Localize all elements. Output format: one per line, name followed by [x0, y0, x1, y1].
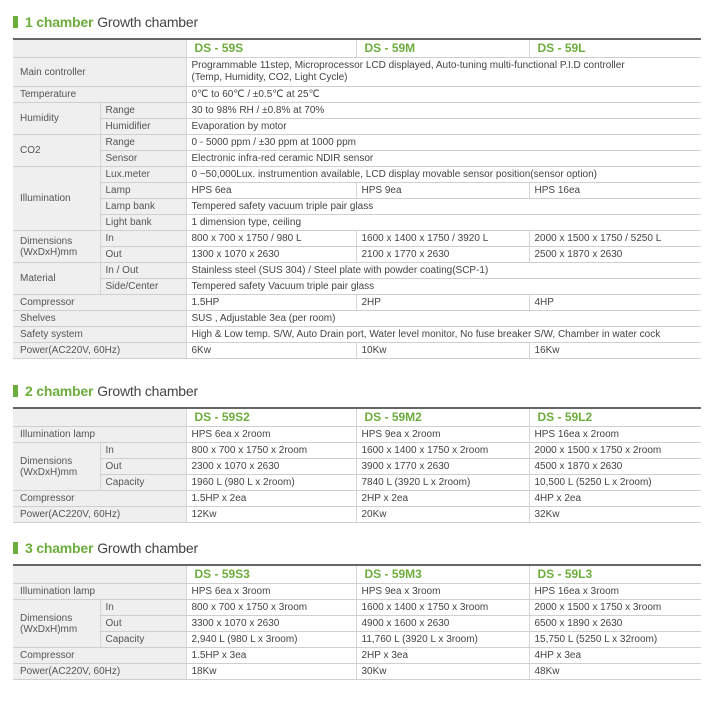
cell-value: 2000 x 1500 x 1750 x 2room — [529, 443, 701, 459]
row-label: Humidity — [13, 103, 100, 135]
model-name: DS - 59L3 — [529, 565, 701, 584]
label-line: (WxDxH)mm — [20, 246, 78, 258]
cell-value: 10Kw — [356, 343, 529, 359]
row-value: 1 dimension type, ceiling — [186, 215, 701, 231]
row-label: Illumination lamp — [13, 584, 186, 600]
model-name: DS - 59M3 — [356, 565, 529, 584]
table-row — [13, 507, 701, 523]
row-value: Tempered safety vacuum triple pair glass — [186, 199, 701, 215]
table-row — [13, 151, 701, 167]
cell-value: 32Kw — [529, 507, 701, 523]
table-row — [13, 327, 701, 343]
table-row — [13, 231, 701, 247]
cell-value: 800 x 700 x 1750 / 980 L — [186, 231, 356, 247]
cell-value: 4900 x 1600 x 2630 — [356, 616, 529, 632]
table-header-row — [13, 565, 701, 584]
cell-value: 1960 L (980 L x 2room) — [186, 475, 356, 491]
cell-value: 1600 x 1400 x 1750 x 2room — [356, 443, 529, 459]
cell-value: HPS 16ea — [529, 183, 701, 199]
table-row — [13, 295, 701, 311]
row-label: Safety system — [13, 327, 186, 343]
row-value — [186, 58, 701, 87]
section-3-chamber — [13, 538, 701, 680]
row-label: Temperature — [13, 87, 186, 103]
sub-label: Range — [100, 103, 186, 119]
sub-label: Range — [100, 135, 186, 151]
cell-value: 2000 x 1500 x 1750 / 5250 L — [529, 231, 701, 247]
sub-label: Lux.meter — [100, 167, 186, 183]
section-title-accent: 1 chamber — [25, 14, 94, 30]
row-value: High & Low temp. S/W, Auto Drain port, Water level monitor, No fuse breaker S/W, Chamber in water cock — [186, 327, 701, 343]
cell-value: 3300 x 1070 x 2630 — [186, 616, 356, 632]
model-name: DS - 59S2 — [186, 408, 356, 427]
cell-value: 18Kw — [186, 664, 356, 680]
cell-value: 4HP x 3ea — [529, 648, 701, 664]
cell-value: 30Kw — [356, 664, 529, 680]
table-row — [13, 279, 701, 295]
cell-value: 1600 x 1400 x 1750 / 3920 L — [356, 231, 529, 247]
cell-value: 1.5HP — [186, 295, 356, 311]
row-value: 0 - 5000 ppm / ±30 ppm at 1000 ppm — [186, 135, 701, 151]
row-value: 0℃ to 60℃ / ±0.5℃ at 25℃ — [186, 87, 701, 103]
cell-value: 2300 x 1070 x 2630 — [186, 459, 356, 475]
model-name: DS - 59M — [356, 39, 529, 58]
cell-value: 7840 L (3920 L x 2room) — [356, 475, 529, 491]
cell-value: 2HP x 2ea — [356, 491, 529, 507]
cell-value: 48Kw — [529, 664, 701, 680]
model-name: DS - 59S — [186, 39, 356, 58]
spec-table-1 — [13, 38, 701, 359]
table-row — [13, 648, 701, 664]
sub-label: Out — [100, 616, 186, 632]
cell-value: 11,760 L (3920 L x 3room) — [356, 632, 529, 648]
cell-value: HPS 9ea — [356, 183, 529, 199]
cell-value: 2HP x 3ea — [356, 648, 529, 664]
cell-value: 1300 x 1070 x 2630 — [186, 247, 356, 263]
row-label: Illumination lamp — [13, 427, 186, 443]
sub-label: Lamp bank — [100, 199, 186, 215]
cell-value: HPS 6ea — [186, 183, 356, 199]
row-label: Power(AC220V, 60Hz) — [13, 343, 186, 359]
row-label: Compressor — [13, 648, 186, 664]
table-row — [13, 584, 701, 600]
row-value: Tempered safety Vacuum triple pair glass — [186, 279, 701, 295]
cell-value: 1.5HP x 2ea — [186, 491, 356, 507]
cell-value: 15,750 L (5250 L x 32room) — [529, 632, 701, 648]
sub-label: In — [100, 600, 186, 616]
cell-value: 6500 x 1890 x 2630 — [529, 616, 701, 632]
cell-value: 2100 x 1770 x 2630 — [356, 247, 529, 263]
table-row — [13, 491, 701, 507]
row-label: Power(AC220V, 60Hz) — [13, 507, 186, 523]
row-label: Illumination — [13, 167, 100, 231]
header-blank — [13, 408, 186, 427]
sub-label: Out — [100, 247, 186, 263]
spec-table-3 — [13, 564, 701, 680]
section-title — [13, 12, 701, 32]
sub-label: Side/Center — [100, 279, 186, 295]
cell-value: HPS 6ea x 3room — [186, 584, 356, 600]
section-marker-icon — [13, 385, 18, 397]
cell-value: 12Kw — [186, 507, 356, 523]
spec-table-2 — [13, 407, 701, 523]
row-value: Evaporation by motor — [186, 119, 701, 135]
model-name: DS - 59S3 — [186, 565, 356, 584]
header-blank — [13, 565, 186, 584]
row-value: 30 to 98% RH / ±0.8% at 70% — [186, 103, 701, 119]
cell-value: HPS 16ea x 2room — [529, 427, 701, 443]
section-2-chamber — [13, 381, 701, 523]
table-row — [13, 459, 701, 475]
header-blank — [13, 39, 186, 58]
value-line: (Temp, Humidity, CO2, Light Cycle) — [191, 72, 348, 83]
table-row — [13, 215, 701, 231]
sub-label: In / Out — [100, 263, 186, 279]
table-header-row — [13, 408, 701, 427]
model-name: DS - 59L — [529, 39, 701, 58]
sub-label: Capacity — [100, 475, 186, 491]
table-row — [13, 343, 701, 359]
section-1-chamber — [13, 12, 701, 359]
table-row — [13, 87, 701, 103]
cell-value: 4HP x 2ea — [529, 491, 701, 507]
cell-value: 16Kw — [529, 343, 701, 359]
row-label — [13, 600, 100, 648]
cell-value: 4500 x 1870 x 2630 — [529, 459, 701, 475]
row-value: Electronic infra-red ceramic NDIR sensor — [186, 151, 701, 167]
row-label — [13, 443, 100, 491]
table-row — [13, 103, 701, 119]
table-header-row — [13, 39, 701, 58]
sub-label: Lamp — [100, 183, 186, 199]
table-row — [13, 427, 701, 443]
cell-value: 10,500 L (5250 L x 2room) — [529, 475, 701, 491]
table-row — [13, 443, 701, 459]
cell-value: 1.5HP x 3ea — [186, 648, 356, 664]
table-row — [13, 311, 701, 327]
section-title — [13, 381, 701, 401]
cell-value: 2HP — [356, 295, 529, 311]
label-line: Dimensions — [20, 612, 73, 624]
cell-value: 20Kw — [356, 507, 529, 523]
row-label: Compressor — [13, 295, 186, 311]
row-label: Main controller — [13, 58, 186, 87]
row-label — [13, 231, 100, 263]
table-row — [13, 664, 701, 680]
table-row — [13, 199, 701, 215]
label-line: Dimensions — [20, 235, 73, 247]
label-line: (WxDxH)mm — [20, 623, 78, 635]
cell-value: 4HP — [529, 295, 701, 311]
row-label: Material — [13, 263, 100, 295]
cell-value: 6Kw — [186, 343, 356, 359]
table-row — [13, 600, 701, 616]
table-row — [13, 135, 701, 151]
label-line: (WxDxH)mm — [20, 466, 78, 478]
table-row — [13, 263, 701, 279]
sub-label: Out — [100, 459, 186, 475]
section-title-accent: 2 chamber — [25, 383, 94, 399]
sub-label: Light bank — [100, 215, 186, 231]
cell-value: 1600 x 1400 x 1750 x 3room — [356, 600, 529, 616]
cell-value: HPS 9ea x 3room — [356, 584, 529, 600]
cell-value: 2500 x 1870 x 2630 — [529, 247, 701, 263]
row-value: SUS , Adjustable 3ea (per room) — [186, 311, 701, 327]
table-row — [13, 58, 701, 87]
sub-label: Sensor — [100, 151, 186, 167]
section-title — [13, 538, 701, 558]
sub-label: In — [100, 231, 186, 247]
cell-value: 2,940 L (980 L x 3room) — [186, 632, 356, 648]
table-row — [13, 167, 701, 183]
cell-value: 3900 x 1770 x 2630 — [356, 459, 529, 475]
model-name: DS - 59L2 — [529, 408, 701, 427]
section-marker-icon — [13, 16, 18, 28]
row-label: Power(AC220V, 60Hz) — [13, 664, 186, 680]
table-row — [13, 183, 701, 199]
cell-value: HPS 9ea x 2room — [356, 427, 529, 443]
section-title-accent: 3 chamber — [25, 540, 94, 556]
row-label: Shelves — [13, 311, 186, 327]
cell-value: 800 x 700 x 1750 x 3room — [186, 600, 356, 616]
row-label: CO2 — [13, 135, 100, 167]
table-row — [13, 632, 701, 648]
section-title-text: Growth chamber — [97, 540, 198, 556]
cell-value: HPS 6ea x 2room — [186, 427, 356, 443]
sub-label: In — [100, 443, 186, 459]
cell-value: HPS 16ea x 3room — [529, 584, 701, 600]
row-value: Stainless steel (SUS 304) / Steel plate with powder coating(SCP-1) — [186, 263, 701, 279]
table-row — [13, 119, 701, 135]
sub-label: Humidifier — [100, 119, 186, 135]
section-title-text: Growth chamber — [97, 14, 198, 30]
row-label: Compressor — [13, 491, 186, 507]
cell-value: 800 x 700 x 1750 x 2room — [186, 443, 356, 459]
cell-value: 2000 x 1500 x 1750 x 3room — [529, 600, 701, 616]
sub-label: Capacity — [100, 632, 186, 648]
table-row — [13, 247, 701, 263]
row-value: 0 ~50,000Lux. instrumention available, LCD display movable sensor position(sensor option) — [186, 167, 701, 183]
model-name: DS - 59M2 — [356, 408, 529, 427]
value-line: Programmable 11step, Microprocessor LCD displayed, Auto-tuning multi-functional P.I.D controller — [191, 60, 625, 71]
table-row — [13, 616, 701, 632]
section-marker-icon — [13, 542, 18, 554]
label-line: Dimensions — [20, 455, 73, 467]
section-title-text: Growth chamber — [97, 383, 198, 399]
table-row — [13, 475, 701, 491]
